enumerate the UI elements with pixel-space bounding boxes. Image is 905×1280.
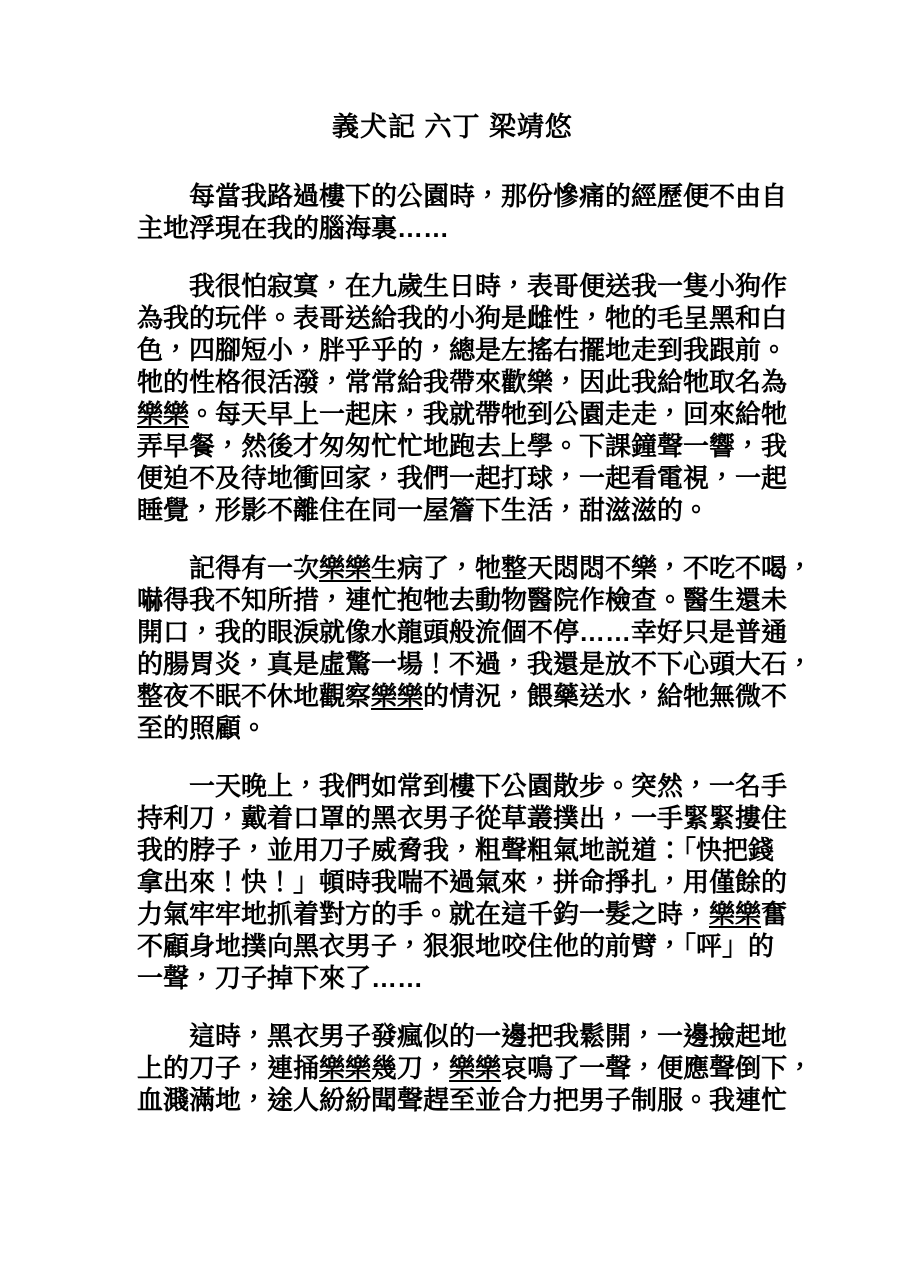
paragraph (137, 1020, 814, 1116)
text-line (137, 334, 805, 366)
text-line (137, 430, 805, 462)
text-line (137, 270, 805, 302)
text-line (137, 712, 805, 744)
text-segment: 不顧身地撲向黑衣男子，狠狠地咬住他的前臂，「呯」的 (137, 931, 775, 961)
text-segment: 上的刀子，連捅 (137, 1053, 320, 1083)
text-segment: 整夜不眠不休地觀察 (137, 681, 372, 711)
text-line (137, 834, 805, 866)
text-line (137, 366, 805, 398)
paragraph (137, 770, 805, 994)
text-segment: 牠的性格很活潑，常常給我帶來歡樂，因此我給牠取名為 (137, 367, 788, 397)
text-line (137, 616, 805, 648)
text-line (137, 962, 805, 994)
text-segment: 幾刀， (371, 1053, 450, 1083)
text-segment: 我的脖子，並用刀子威脅我，粗聲粗氣地説道：「快把錢 (137, 835, 775, 865)
paragraph (137, 180, 805, 244)
text-line (137, 180, 805, 212)
text-line (137, 1020, 805, 1052)
text-segment: 奮 (761, 899, 788, 929)
text-segment: 血濺滿地，途人紛紛聞聲趕至並合力把男子制服。我連忙 (137, 1085, 788, 1115)
underlined-dog-name: 樂樂 (709, 899, 762, 929)
text-segment: 嚇得我不知所措，連忙抱牠去動物醫院作檢查。醫生還未 (137, 585, 788, 615)
text-line (137, 494, 805, 526)
essay-body (137, 180, 814, 1116)
text-line (137, 398, 805, 430)
text-line (137, 584, 805, 616)
text-line (137, 212, 805, 244)
text-segment: 持利刀，戴着口罩的黑衣男子從草叢撲出，一手緊緊摟住 (137, 803, 788, 833)
text-line (137, 648, 814, 680)
text-segment: 便迫不及待地衝回家，我們一起打球，一起看電視，一起 (137, 463, 788, 493)
text-segment: 為我的玩伴。表哥送給我的小狗是雌性，牠的毛呈黑和白 (137, 303, 788, 333)
text-segment: 的情況，餵藥送水，給牠無微不 (423, 681, 788, 711)
text-segment: 弄早餐，然後才匆匆忙忙地跑去上學。下課鐘聲一響，我 (137, 431, 788, 461)
text-segment: 力氣牢牢地抓着對方的手。就在這千鈞一髮之時， (137, 899, 710, 929)
paragraph (137, 270, 805, 526)
text-segment: 每當我路過樓下的公園時，那份慘痛的經歷便不由自 (189, 181, 788, 211)
text-line (137, 462, 805, 494)
text-line (137, 898, 805, 930)
text-segment: 色，四腳短小，胖乎乎的，總是左搖右擺地走到我跟前。 (137, 335, 788, 365)
text-line (137, 302, 805, 334)
text-line (137, 1084, 805, 1116)
text-line (137, 866, 805, 898)
text-segment: 。每天早上一起床，我就帶牠到公園走走，回來給牠 (189, 399, 788, 429)
text-line (137, 802, 805, 834)
underlined-dog-name: 樂樂 (449, 1053, 502, 1083)
text-segment: 這時，黑衣男子發瘋似的一邊把我鬆開，一邊撿起地 (189, 1021, 788, 1051)
essay-title: 義犬記 六丁 梁靖悠 (331, 112, 573, 142)
text-line (137, 770, 805, 802)
text-segment: 一天晚上，我們如常到樓下公園散步。突然，一名手 (189, 771, 788, 801)
text-segment: 的腸胃炎，真是虛驚一場！不過，我還是放不下心頭大石， (137, 649, 814, 679)
text-segment: 記得有一次 (189, 553, 320, 583)
text-segment: 哀鳴了一聲，便應聲倒下， (501, 1053, 814, 1083)
text-segment: 生病了，牠整天悶悶不樂，不吃不喝， (371, 553, 814, 583)
text-segment: 至的照顧。 (137, 713, 268, 743)
paragraph (137, 552, 814, 744)
text-segment: 睡覺，形影不離住在同一屋簷下生活，甜滋滋的。 (137, 495, 710, 525)
text-segment: 開口，我的眼淚就像水龍頭般流個不停……幸好只是普通 (137, 617, 788, 647)
text-line (137, 1052, 814, 1084)
text-line (137, 552, 814, 584)
text-line (137, 680, 805, 712)
text-segment: 我很怕寂寞，在九歲生日時，表哥便送我一隻小狗作 (189, 271, 788, 301)
text-segment: 一聲，刀子掉下來了…… (137, 963, 424, 993)
text-segment: 拿出來！快！」頓時我喘不過氣來，拼命掙扎，用僅餘的 (137, 867, 788, 897)
text-segment: 主地浮現在我的腦海裏…… (137, 213, 450, 243)
underlined-dog-name: 樂樂 (319, 553, 372, 583)
underlined-dog-name: 樂樂 (319, 1053, 372, 1083)
text-line (137, 930, 805, 962)
underlined-dog-name: 樂樂 (371, 681, 424, 711)
underlined-dog-name: 樂樂 (137, 399, 190, 429)
